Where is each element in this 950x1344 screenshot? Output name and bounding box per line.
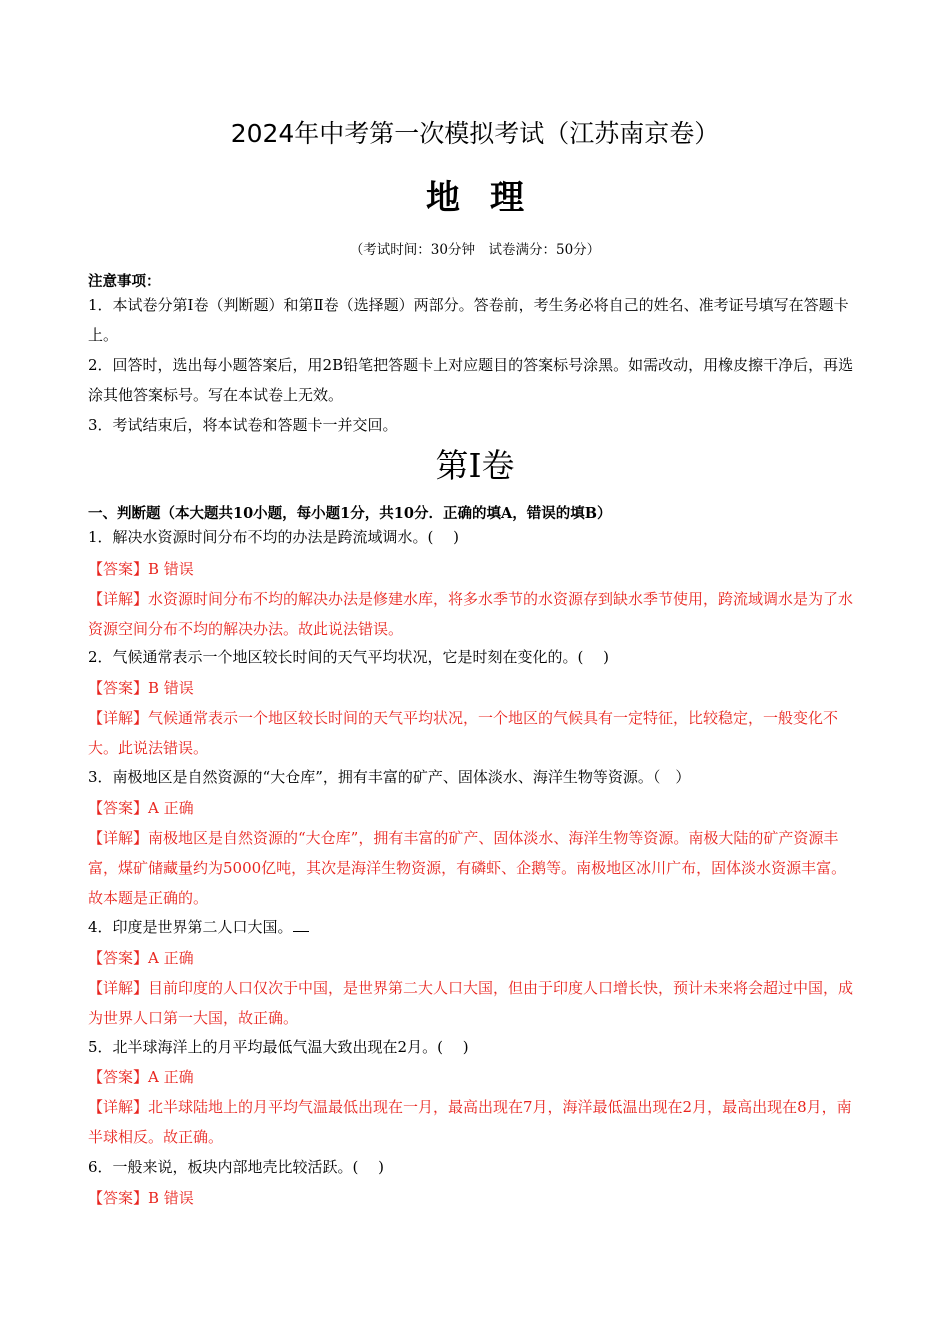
subject-title: 地理 <box>426 178 554 218</box>
question-text: 1．解决水资源时间分布不均的办法是跨流域调水。( ) <box>88 528 460 546</box>
question-text: 5．北半球海洋上的月平均最低气温大致出现在2月。( ) <box>88 1038 469 1056</box>
notice-item: 3．考试结束后，将本试卷和答题卡一并交回。 <box>88 416 398 434</box>
answer-text: 【答案】A 正确 <box>88 1068 194 1086</box>
notice-title: 注意事项： <box>88 273 161 290</box>
notice-item: 1．本试卷分第Ⅰ卷（判断题）和第Ⅱ卷（选择题）两部分。答卷前，考生务必将自己的姓名、准考证号填写在答题卡上。 <box>88 296 849 344</box>
volume-title: 第Ⅰ卷 <box>435 446 515 485</box>
answer-text: 【答案】B 错误 <box>88 679 194 697</box>
detail-text: 【详解】水资源时间分布不均的解决办法是修建水库，将多水季节的水资源存到缺水季节使用，跨流域调水是为了水资源空间分布不均的解决办法。故此说法错误。 <box>88 590 854 638</box>
exam-info: （考试时间：30分钟 试卷满分：50分） <box>349 242 601 258</box>
answer-text: 【答案】B 错误 <box>88 560 194 578</box>
detail-text: 【详解】气候通常表示一个地区较长时间的天气平均状况，一个地区的气候具有一定特征，比较稳定，一般变化不大。此说法错误。 <box>88 709 839 757</box>
question-text: 2．气候通常表示一个地区较长时间的天气平均状况，它是时刻在变化的。( ) <box>88 648 610 666</box>
question-text: 3．南极地区是自然资源的“大仓库”，拥有丰富的矿产、固体淡水、海洋生物等资源。（ ） <box>88 768 691 786</box>
detail-text: 【详解】北半球陆地上的月平均气温最低出现在一月，最高出现在7月，海洋最低温出现在2月，最高出现在8月，南半球相反。故正确。 <box>88 1098 852 1146</box>
answer-text: 【答案】A 正确 <box>88 949 194 967</box>
answer-text: 【答案】B 错误 <box>88 1189 194 1207</box>
section-heading: 一、判断题（本大题共10小题，每小题1分，共10分．正确的填A，错误的填B） <box>88 505 612 522</box>
detail-text: 【详解】南极地区是自然资源的“大仓库”，拥有丰富的矿产、固体淡水、海洋生物等资源。南极大陆的矿产资源丰富，煤矿储藏量约为5000亿吨，其次是海洋生物资源，有磷虾、企鹅等。南极地区冰川广布，固体淡水资源丰富。故本题是正确的。 <box>88 829 847 907</box>
exam-title: 2024年中考第一次模拟考试（江苏南京卷） <box>230 119 720 148</box>
question-text: 4．印度是世界第二人口大国。 <box>88 918 293 936</box>
question-row <box>88 912 860 942</box>
notice-item: 2．回答时，选出每小题答案后，用2B铅笔把答题卡上对应题目的答案标号涂黑。如需改动，用橡皮擦干净后，再选涂其他答案标号。写在本试卷上无效。 <box>88 356 854 404</box>
answer-blank <box>293 915 309 932</box>
question-text: 6．一般来说，板块内部地壳比较活跃。( ) <box>88 1158 385 1176</box>
detail-text: 【详解】目前印度的人口仅次于中国，是世界第二大人口大国，但由于印度人口增长快，预计未来将会超过中国，成为世界人口第一大国，故正确。 <box>88 979 854 1027</box>
answer-text: 【答案】A 正确 <box>88 799 194 817</box>
